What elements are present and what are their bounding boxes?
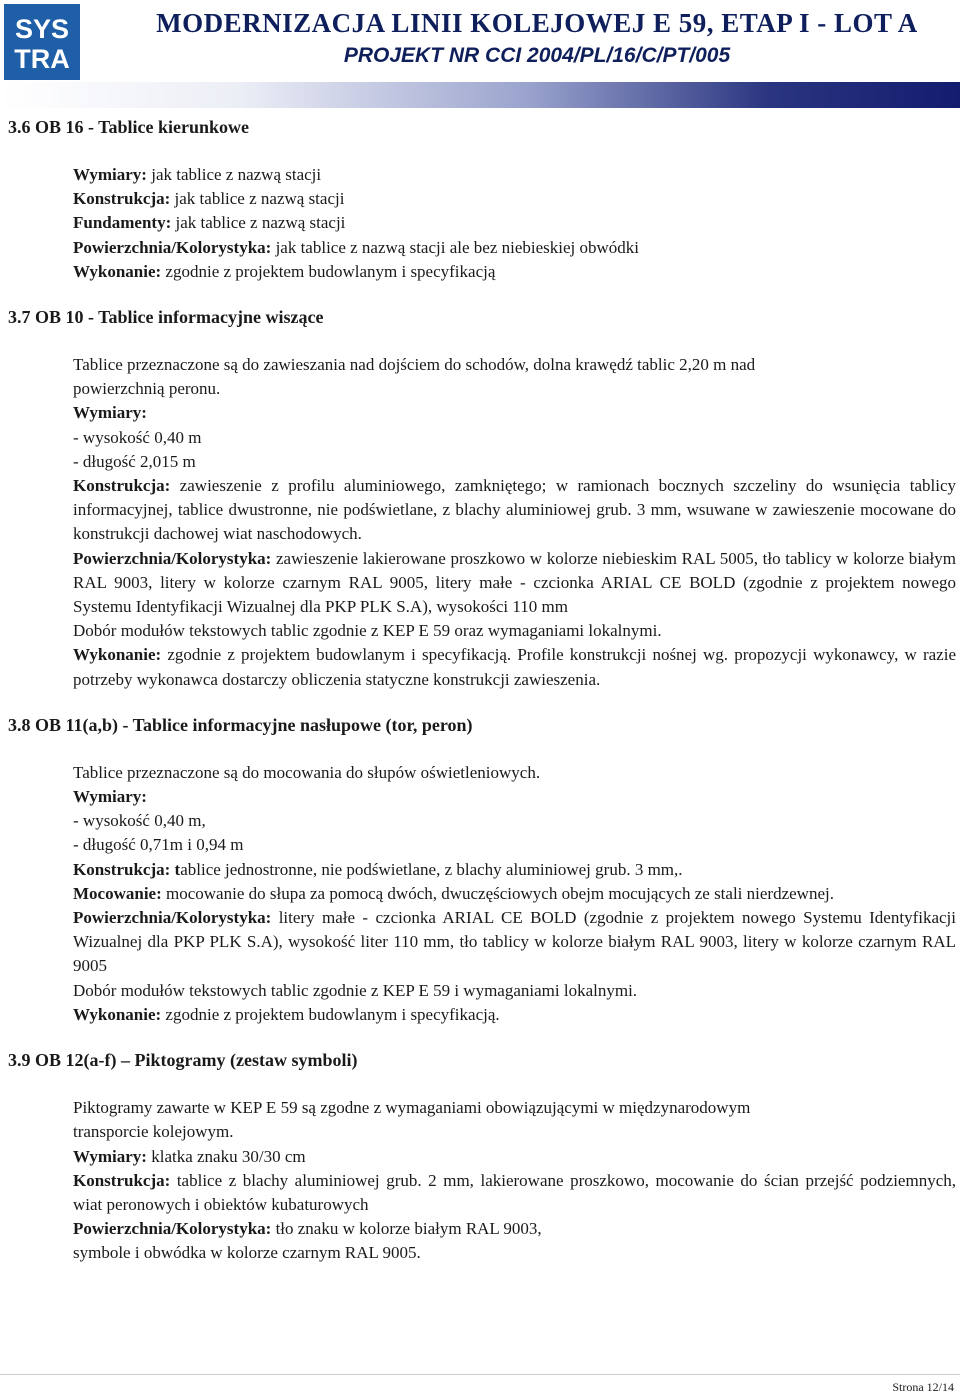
label: Konstrukcja: <box>73 1170 171 1190</box>
page-number: Strona 12/14 <box>892 1380 954 1394</box>
text: jak tablice z nazwą stacji <box>146 165 322 184</box>
text: jak tablice z nazwą stacji <box>170 189 345 209</box>
text: litery małe - czcionka ARIAL CE BOLD (zgodnie z projektem nowego Systemu Identyfikacji Wizualnej dla PKP PLK S.A), wysokość liter 110 mm, tło tablicy w kolorze białym RAL 9003, litery w kolorze czarnym RAL 9005 <box>73 908 956 976</box>
project-number: PROJEKT NR CCI 2004/PL/16/C/PT/005 <box>343 44 731 67</box>
section-3-7 <box>0 305 960 692</box>
label: Powierzchnia/Kolorystyka: <box>73 548 272 568</box>
label: Powierzchnia/Kolorystyka: <box>73 908 272 928</box>
label: Powierzchnia/Kolorystyka: <box>73 1219 272 1239</box>
header-gradient-band <box>0 82 960 108</box>
text: Dobór modułów tekstowych tablic zgodnie z KEP E 59 i wymaganiami lokalnymi. <box>73 980 638 1000</box>
text: mocowanie do słupa za pomocą dwóch, dwuczęściowych obejm mocujących ze stali nierdzewnej. <box>161 883 834 903</box>
dimension-item: - wysokość 0,40 m <box>73 427 202 447</box>
systra-logo <box>4 4 80 80</box>
document-title: MODERNIZACJA LINII KOLEJOWEJ E 59, ETAP I - LOT A <box>156 8 918 38</box>
text: zgodnie z projektem budowlanym i specyfikacją. <box>161 1004 500 1024</box>
label: Konstrukcja: <box>73 189 171 209</box>
svg-text:SYS: SYS <box>14 14 70 44</box>
text: Dobór modułów tekstowych tablic zgodnie z KEP E 59 oraz wymaganiami lokalnymi. <box>73 621 662 641</box>
text: tło znaku w kolorze białym RAL 9003, <box>271 1219 542 1239</box>
text: zawieszenie z profilu aluminiowego, zamkniętego; w ramionach bocznych szczeliny do wsunięcia tablicy informacyjnej, tablice dwustronne, nie podświetlane, z blachy aluminiowej grub. 3 mm, wsuwane w zawieszenie mocowane do konstrukcji dachowej wiat naschodowych. <box>73 476 956 544</box>
document-body <box>0 115 960 1266</box>
section-heading: 3.6 OB 16 - Tablice kierunkowe <box>8 117 250 137</box>
section-heading: 3.8 OB 11(a,b) - Tablice informacyjne nasłupowe (tor, peron) <box>8 714 473 735</box>
section-heading: 3.7 OB 10 - Tablice informacyjne wiszące <box>8 307 324 328</box>
text: jak tablice z nazwą stacji ale bez niebieskiej obwódki <box>271 237 640 257</box>
label: Wymiary: <box>73 787 147 807</box>
intro-text: Tablice przeznaczone są do zawieszania nad dojściem do schodów, dolna krawędź tablic 2,20 m nad powierzchnią peronu. <box>73 355 756 399</box>
intro-text: Tablice przeznaczone są do mocowania do słupów oświetleniowych. <box>73 762 541 782</box>
label: Konstrukcja: <box>73 476 171 496</box>
text: jak tablice z nazwą stacji <box>171 213 346 233</box>
label: Wykonanie: <box>73 261 162 281</box>
section-heading: 3.9 OB 12(a-f) – Piktogramy (zestaw symboli) <box>8 1050 358 1071</box>
section-3-6 <box>0 115 960 284</box>
text: ablice jednostronne, nie podświetlane, z blachy aluminiowej grub. 3 mm,. <box>180 859 683 879</box>
label: Konstrukcja: t <box>73 859 181 879</box>
section-3-8 <box>0 713 960 1027</box>
text: zawieszenie lakierowane proszkowo w kolorze niebieskim RAL 5005, tło tablicy w kolorze białym RAL 9003, litery w kolorze czarnym RAL 9005, litery małe - czcionka ARIAL CE BOLD (zgodnie z projektem nowego Systemu Identyfikacji Wizualnej dla PKP PLK S.A), wysokości 110 mm <box>73 548 956 617</box>
label: Wymiary: <box>73 403 147 423</box>
text: klatka znaku 30/30 cm <box>146 1146 306 1166</box>
svg-text:TRA: TRA <box>14 44 70 74</box>
dimension-item: - wysokość 0,40 m, <box>73 811 206 831</box>
intro-text: Piktogramy zawarte w KEP E 59 są zgodne z wymaganiami obowiązującymi w międzynarodowym transporcie kolejowym. <box>73 1098 751 1142</box>
label: Wykonanie: <box>73 645 162 665</box>
dimension-item: - długość 2,015 m <box>73 451 196 471</box>
label: Mocowanie: <box>73 883 162 903</box>
text: tablice z blachy aluminiowej grub. 2 mm, lakierowane proszkowo, mocowanie do ścian przejść podziemnych, wiat peronowych i obiektów kubaturowych <box>73 1170 956 1214</box>
label: Fundamenty: <box>73 213 172 233</box>
footer-divider <box>0 1374 960 1375</box>
label: Wymiary: <box>73 165 147 184</box>
label: Powierzchnia/Kolorystyka: <box>73 237 272 257</box>
label: Wymiary: <box>73 1146 147 1166</box>
dimension-item: - długość 0,71m i 0,94 m <box>73 835 244 855</box>
label: Wykonanie: <box>73 1004 162 1024</box>
text: zgodnie z projektem budowlanym i specyfikacją <box>161 261 496 281</box>
text: symbole i obwódka w kolorze czarnym RAL 9005. <box>73 1243 421 1263</box>
section-3-9 <box>0 1048 960 1265</box>
text: zgodnie z projektem budowlanym i specyfikacją. Profile konstrukcji nośnej wg. propozycji wykonawcy, w razie potrzeby wykonawca dostarczy obliczenia statyczne konstrukcji zawieszenia. <box>73 645 956 689</box>
